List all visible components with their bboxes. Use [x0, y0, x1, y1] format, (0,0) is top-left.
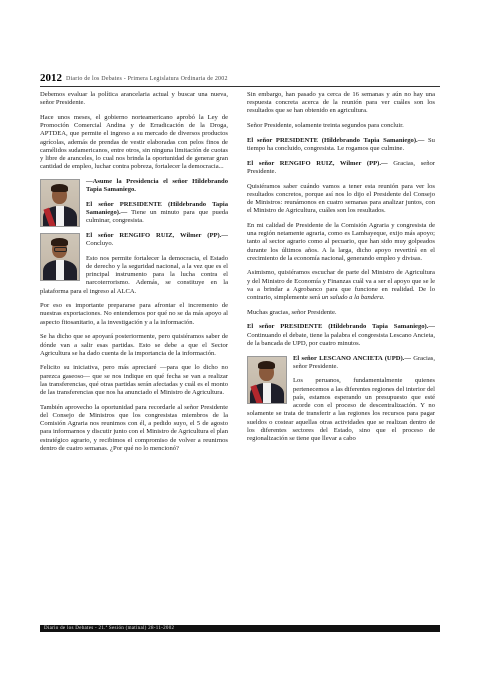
speech-text: Su tiempo ha concluido, congresista. Le rogamos que culmine. [247, 136, 435, 153]
speech-paragraph [247, 323, 435, 348]
left-column [40, 91, 228, 460]
speaker-name: El señor PRESIDENTE (Hildebrando Tapia Samaniego).— [247, 136, 425, 144]
paragraph: Sin embargo, han pasado ya cerca de 16 semanas y aún no hay una respuesta concreta acerca de la reunión para ver cuáles son los resultados que se han obtenido en agricultura. [247, 91, 435, 115]
paragraph: Hace unos meses, el gobierno norteamericano aprobó la Ley de Promoción Comercial Andina y de Erradicación de la Droga, APTDEA, que permite el ingreso a su mercado de diversos productos agrícolas, además de prendas de vestir elaboradas con pelos finos de camélidos sudamericanos, entre otros, sin ninguna limitación de cuotas y libre de aranceles, lo cual nos brinda la oportunidad de generar gran cantidad de empleo, luchar contra pobreza, fortalecer la democracia... [40, 113, 228, 171]
running-title: Diario de los Debates - Primera Legislatura Ordinaria de 2002 [66, 76, 228, 82]
paragraph: Muchas gracias, señor Presidente. [247, 308, 337, 316]
speaker-name: El señor RENGIFO RUIZ, Wilmer (PP).— [247, 159, 388, 167]
speaker-name: El señor RENGIFO RUIZ, Wilmer (PP).— [86, 231, 228, 239]
portrait-lescano-photo [247, 356, 287, 404]
paragraph: Por eso es importante prepararse para afrontar el incremento de nuestras exportaciones. No entendemos por qué no se da más apoyo al aspecto fitosanitario, a la investigación y a la información. [40, 302, 228, 326]
speech-text: Asimismo, quisiéramos escuchar de parte del Ministro de Agricultura y del Ministro de Economía y Finanzas cuál va a ser el apoyo que se le va a brindar a Agrobanco para que funcione en realidad. De lo contrario, simplemente será [247, 269, 435, 302]
speaker-name: El señor LESCANO ANCIETA (UPD).— [293, 354, 411, 362]
speech-text: . [382, 294, 385, 302]
footer-text: Diario de los Debates - 21.ª Sesión (matinal) 28-11-2002 [44, 626, 175, 631]
page-footer [40, 625, 440, 632]
speech-text: Gracias, señor Presidente. [293, 354, 435, 370]
speech-text: Continuando el debate, tiene la palabra el congresista Lescano Ancieta, de la bancada de UPD, por cuatro minutos. [247, 331, 435, 347]
paragraph: Los peruanos, fundamentalmente quienes pertenecemos a las diferentes regiones del interior del país, estamos esperando un presupuesto que esté acorde con el proceso de descentralización. Y no solamente se trata de transferir a las regiones los recursos para pagar sueldos o costear aquellas otras actividades que se realizan dentro de los diferentes sectores del Estado, sino que el proceso de regionalización se tiene que llevar a cabo [247, 377, 435, 442]
speech-paragraph [247, 160, 435, 176]
speech-paragraph [247, 137, 435, 153]
paragraph: Se ha dicho que se apoyará posteriormente, pero quisiéramos saber de dónde van a salir esas partidas. Esto se debe a que el Sector Agricultura se ha dado cuenta de la importancia de la información. [40, 333, 228, 357]
page-number: 2012 [40, 72, 62, 84]
paragraph: En mi calidad de Presidente de la Comisión Agraria y congresista de una región netamente agraria, como es Lambayeque, exijo más apoyo; tanto al sector agrario como al pecuario, que han sido muy golpeados durante los últimos años. A la larga, dicho apoyo revertirá en el crecimiento de la economía nacional, generando empleo y divisas. [247, 221, 435, 262]
paragraph: Debemos evaluar la política arancelaria actual y buscar una nueva, señor Presidente. [40, 91, 228, 107]
page-header [40, 72, 440, 86]
paragraph [247, 269, 435, 302]
paragraph: También aprovecho la oportunidad para recordarle al señor Presidente del Consejo de Ministros que los congresistas miembros de la Comisión Agraria nos reunimos con él, a pedido suyo, el 5 de agosto para informarnos y discutir junto con el Ministro de Agricultura el plan estratégico agrario, y recibimos el compromiso de volver a reunirnos dentro de cuatro semanas. ¿Por qué no lo mencionó? [40, 403, 228, 452]
portrait-rengifo-photo [40, 233, 80, 281]
speaker-name: El señor PRESIDENTE (Hildebrando Tapia Samaniego).— [247, 323, 435, 331]
paragraph: Señor Presidente, solamente treinta segundos para concluir. [247, 122, 404, 130]
speech-text: Tiene un minuto para que pueda culminar, congresista. [86, 208, 228, 225]
portrait-tapia-photo [40, 179, 80, 227]
paragraph: Quisiéramos saber cuándo vamos a tener esta reunión para ver los resultados concretos, porque así nos lo dijo el Presidente del Consejo de Ministros: reunámonos en cuatro semanas para analizar juntos, con el Ministro de Agricultura, cuáles son los resultados. [247, 182, 435, 215]
right-column [247, 91, 435, 450]
paragraph: Esto nos permite fortalecer la democracia, el Estado de derecho y la seguridad nacional, a la vez que es el principal instrumento para la lucha contra el narcoterrorismo. Además, se constituye en la plataforma para el ingreso al ALCA. [40, 254, 228, 295]
italic-phrase: un saludo a la bandera [321, 294, 383, 302]
speech-text: Gracias, señor Presidente. [247, 159, 435, 175]
presidency-note: —Asume la Presidencia el señor Hildebrando Tapia Samaniego. [86, 177, 228, 194]
speaker-name: El señor PRESIDENTE (Hildebrando Tapia Samaniego).— [86, 200, 228, 216]
speech-text: Concluyo. [86, 240, 114, 248]
paragraph: Felicito su iniciativa, pero más apreciaré —para que lo dicho no parezca gaseoso— que se nos indique en qué fecha se van a realizar las transferencias, qué otras partidas serán afectadas y cuál es el monto de las transferencias que nos ha anunciado el Ministro de Agricultura. [40, 364, 228, 397]
header-rule [40, 86, 440, 87]
